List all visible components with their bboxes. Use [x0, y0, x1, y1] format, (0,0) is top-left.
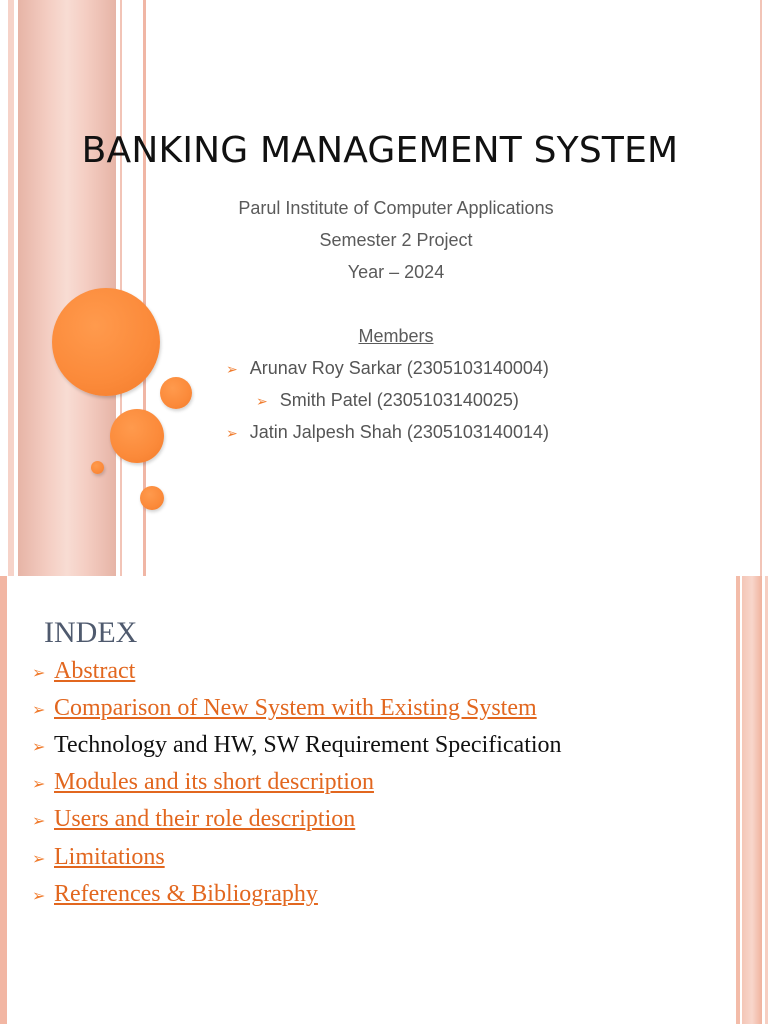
index-link[interactable]: Abstract — [54, 658, 136, 684]
index-item-comparison[interactable] — [32, 695, 537, 722]
arrow-bullet-icon: ➢ — [226, 361, 238, 377]
index-link[interactable]: Limitations — [54, 844, 165, 870]
decorative-circle — [91, 461, 104, 474]
member-name: Smith Patel (2305103140025) — [279, 390, 519, 410]
index-item-users[interactable] — [32, 806, 355, 833]
decorative-stripe — [8, 0, 14, 576]
decorative-stripe — [0, 576, 7, 1024]
arrow-bullet-icon: ➢ — [32, 851, 46, 868]
decorative-stripe — [742, 576, 762, 1024]
slide-title: BANKING MANAGEMENT SYSTEM — [81, 130, 679, 171]
arrow-bullet-icon: ➢ — [32, 813, 46, 830]
arrow-bullet-icon: ➢ — [32, 702, 46, 719]
index-item-limitations[interactable] — [32, 844, 165, 871]
index-item-references[interactable] — [32, 881, 318, 908]
arrow-bullet-icon: ➢ — [32, 776, 46, 793]
arrow-bullet-icon: ➢ — [256, 393, 268, 409]
arrow-bullet-icon: ➢ — [32, 665, 46, 682]
semester-line: Semester 2 Project — [319, 230, 473, 250]
index-item-modules[interactable] — [32, 769, 374, 796]
decorative-stripe — [736, 576, 740, 1024]
arrow-bullet-icon: ➢ — [32, 739, 46, 756]
member-name: Jatin Jalpesh Shah (2305103140014) — [249, 422, 549, 442]
member-name: Arunav Roy Sarkar (2305103140004) — [249, 358, 549, 378]
index-text: Technology and HW, SW Requirement Specification — [54, 732, 562, 758]
member-item — [226, 422, 549, 443]
decorative-stripe — [120, 0, 122, 576]
index-slide — [0, 576, 768, 1024]
arrow-bullet-icon: ➢ — [32, 888, 46, 905]
year-line: Year – 2024 — [347, 262, 445, 282]
decorative-circle — [140, 486, 164, 510]
member-item — [256, 390, 519, 411]
decorative-stripe — [760, 0, 762, 576]
decorative-circle — [160, 377, 192, 409]
index-link[interactable]: Modules and its short description — [54, 769, 374, 795]
index-heading: INDEX — [44, 616, 138, 649]
decorative-circle — [110, 409, 164, 463]
index-link[interactable]: Users and their role description — [54, 806, 356, 832]
index-link[interactable]: Comparison of New System with Existing System — [54, 695, 537, 721]
index-item-abstract[interactable] — [32, 658, 135, 685]
members-heading: Members — [358, 326, 434, 346]
member-item — [226, 358, 549, 379]
index-item-technology — [32, 732, 562, 759]
index-link[interactable]: References & Bibliography — [54, 881, 318, 907]
arrow-bullet-icon: ➢ — [226, 425, 238, 441]
institute-name: Parul Institute of Computer Applications — [238, 198, 554, 218]
